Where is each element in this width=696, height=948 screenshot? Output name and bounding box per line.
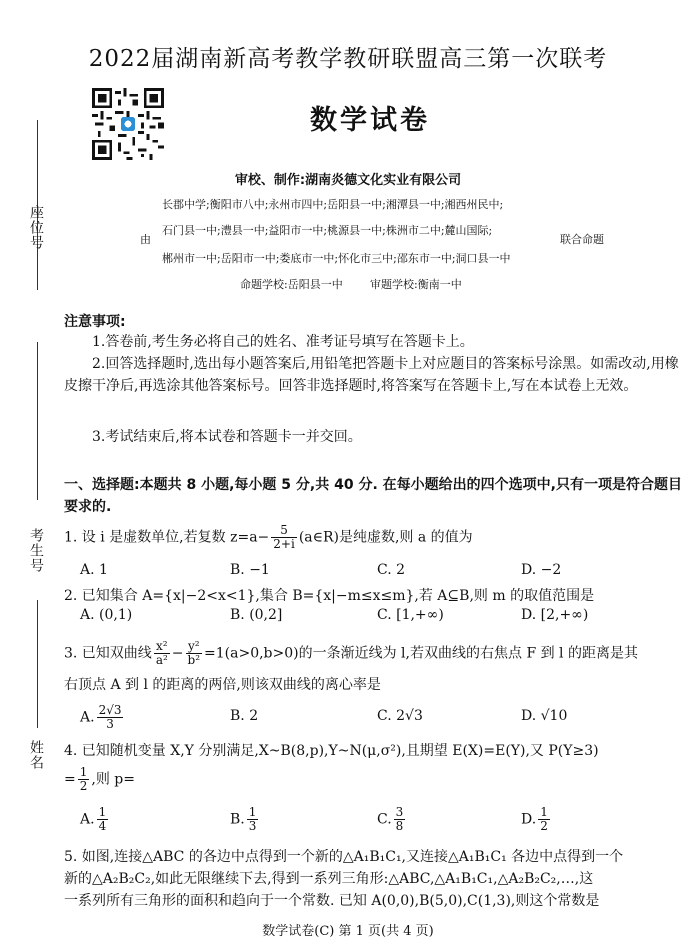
exam-number-label: 考生号 — [28, 528, 44, 573]
q4-option-a-fraction — [97, 806, 109, 833]
q3-option-a — [80, 704, 125, 731]
notes-heading: 注意事项: — [64, 314, 126, 330]
question-4: 4. 已知随机变量 X,Y 分别满足,X~B(8,p),Y~N(μ,σ²),且期望 E(X)=E(Y),又 P(Y≥3) — [64, 743, 599, 759]
q1-fraction — [271, 524, 297, 551]
q4-stem-post: ,则 p= — [91, 771, 135, 788]
q4-option-c-fraction — [394, 806, 406, 833]
q4-option-d-den: 2 — [540, 819, 548, 833]
q4-option-b-den: 3 — [248, 819, 257, 833]
q4-option-c-label: C. — [377, 811, 392, 828]
q1-option-c: C. 2 — [377, 562, 406, 578]
q3-fraction-x-num: x² — [154, 640, 170, 654]
paper-title: 数学试卷 — [310, 105, 430, 136]
school-list-line-1: 长郡中学;衡阳市八中;永州市四中;岳阳县一中;湘潭县一中;湘西州民中; — [162, 198, 504, 211]
q2-option-b: B. (0,2] — [230, 607, 283, 623]
q4-equals: = — [64, 771, 76, 788]
question-2: 2. 已知集合 A={x|−2<x<1},集合 B={x|−m≤x≤m},若 A⊆B,则 m 的取值范围是 — [64, 588, 595, 604]
q4-option-d-fraction — [538, 806, 550, 833]
producer-line: 审校、制作:湖南炎德文化实业有限公司 — [234, 173, 462, 188]
reviewer-school: 审题学校:衡南一中 — [370, 278, 462, 291]
q4-fraction — [78, 766, 90, 793]
q4-option-b-num: 1 — [248, 805, 257, 819]
question-3 — [64, 640, 638, 667]
q1-option-d: D. −2 — [521, 562, 562, 578]
name-label: 姓名 — [28, 740, 44, 770]
question-1 — [64, 524, 473, 551]
q4-fraction-den: 2 — [79, 779, 88, 793]
section-heading: 一、选择题:本题共 8 小题,每小题 5 分,共 40 分. 在每小题给出的四个选项中,只有一项是符合题目要求的. — [64, 477, 682, 515]
note-item: 3.考试结束后,将本试卷和答题卡一并交回。 — [92, 429, 362, 445]
q3-fraction-x-den: a² — [155, 653, 168, 667]
seat-number-label: 座位号 — [28, 205, 44, 250]
q4-option-b-label: B. — [230, 811, 245, 828]
q3-minus: − — [171, 645, 184, 662]
q4-option-b — [230, 806, 260, 833]
you-char: 由 — [140, 233, 151, 246]
q4-fraction-num: 1 — [79, 765, 88, 779]
q4-option-d-label: D. — [521, 811, 537, 828]
q1-fraction-den: 2+i — [273, 537, 295, 551]
question-4-line-2 — [64, 766, 135, 793]
q4-option-d-num: 1 — [540, 805, 548, 819]
q2-option-d: D. [2,+∞) — [521, 607, 589, 623]
q4-option-c-num: 3 — [395, 805, 404, 819]
q4-option-a-label: A. — [80, 811, 95, 828]
question-3-line-2: 右顶点 A 到 l 的距离的两倍,则该双曲线的离心率是 — [64, 677, 381, 693]
q3-stem-pre: 3. 已知双曲线 — [64, 645, 152, 662]
school-list-line-3: 郴州市一中;岳阳市一中;娄底市一中;怀化市三中;邵东市一中;洞口县一中 — [162, 252, 511, 265]
q3-option-a-label: A. — [80, 709, 95, 726]
q4-option-b-fraction — [247, 806, 259, 833]
q4-option-a-num: 1 — [98, 805, 107, 819]
margin-line-3 — [37, 600, 38, 728]
question-5-line-2: 新的△A₂B₂C₂,如此无限继续下去,得到一系列三角形:△ABC,△A₁B₁C₁,△A₂B₂C₂,…,这 — [64, 871, 594, 887]
qr-code-icon — [92, 88, 164, 160]
q3-fraction-y-num: y² — [186, 640, 203, 654]
question-5-line-3: 一系列所有三角形的面积和趋向于一个常数. 已知 A(0,0),B(5,0),C(1,3),则这个常数是 — [64, 893, 600, 909]
note-item: 2.回答选择题时,选出每小题答案后,用铅笔把答题卡上对应题目的答案标号涂黑。如需改动,用橡皮擦干净后,再选涂其他答案标号。回答非选择题时,将答案写在答题卡上,写在本试卷上无效。 — [64, 356, 679, 394]
q1-option-a: A. 1 — [80, 562, 108, 578]
q4-option-a-den: 4 — [98, 819, 107, 833]
q3-fraction-x — [154, 640, 170, 667]
margin-line-2 — [37, 342, 38, 500]
q1-stem-pre: 1. 设 i 是虚数单位,若复数 z=a− — [64, 529, 270, 546]
note-item: 1.答卷前,考生务必将自己的姓名、准考证号填写在答题卡上。 — [92, 334, 474, 350]
page-footer: 数学试卷(C) 第 1 页(共 4 页) — [262, 924, 434, 939]
q3-option-c: C. 2√3 — [377, 708, 423, 724]
q3-option-b: B. 2 — [230, 708, 259, 724]
q1-stem-post: (a∈R)是纯虚数,则 a 的值为 — [298, 529, 473, 546]
q1-fraction-num: 5 — [271, 524, 297, 538]
q2-option-c: C. [1,+∞) — [377, 607, 444, 623]
q3-option-d: D. √10 — [521, 708, 568, 724]
q3-stem-post: =1(a>0,b>0)的一条渐近线为 l,若双曲线的右焦点 F 到 l 的距离是其 — [204, 645, 638, 662]
joint-setting-label: 联合命题 — [560, 233, 604, 246]
q2-option-a: A. (0,1) — [80, 607, 133, 623]
q3-fraction-y — [186, 640, 203, 667]
q3-fraction-y-den: b² — [187, 653, 201, 667]
question-5: 5. 如图,连接△ABC 的各边中点得到一个新的△A₁B₁C₁,又连接△A₁B₁C₁ 各边中点得到一个 — [64, 849, 624, 865]
q1-option-b: B. −1 — [230, 562, 270, 578]
setter-school: 命题学校:岳阳县一中 — [240, 278, 343, 291]
q3-option-a-num: 2√3 — [98, 703, 122, 717]
q3-option-a-den: 3 — [106, 717, 114, 731]
q3-option-a-fraction — [97, 704, 124, 731]
q4-option-c-den: 8 — [395, 819, 404, 833]
q4-option-a — [80, 806, 110, 833]
school-list-line-2: 石门县一中;澧县一中;益阳市一中;桃源县一中;株洲市二中;麓山国际; — [162, 224, 493, 237]
q4-option-c — [377, 806, 407, 833]
q4-option-d — [521, 806, 552, 833]
exam-title: 2022届湖南新高考教学教研联盟高三第一次联考 — [88, 46, 608, 72]
